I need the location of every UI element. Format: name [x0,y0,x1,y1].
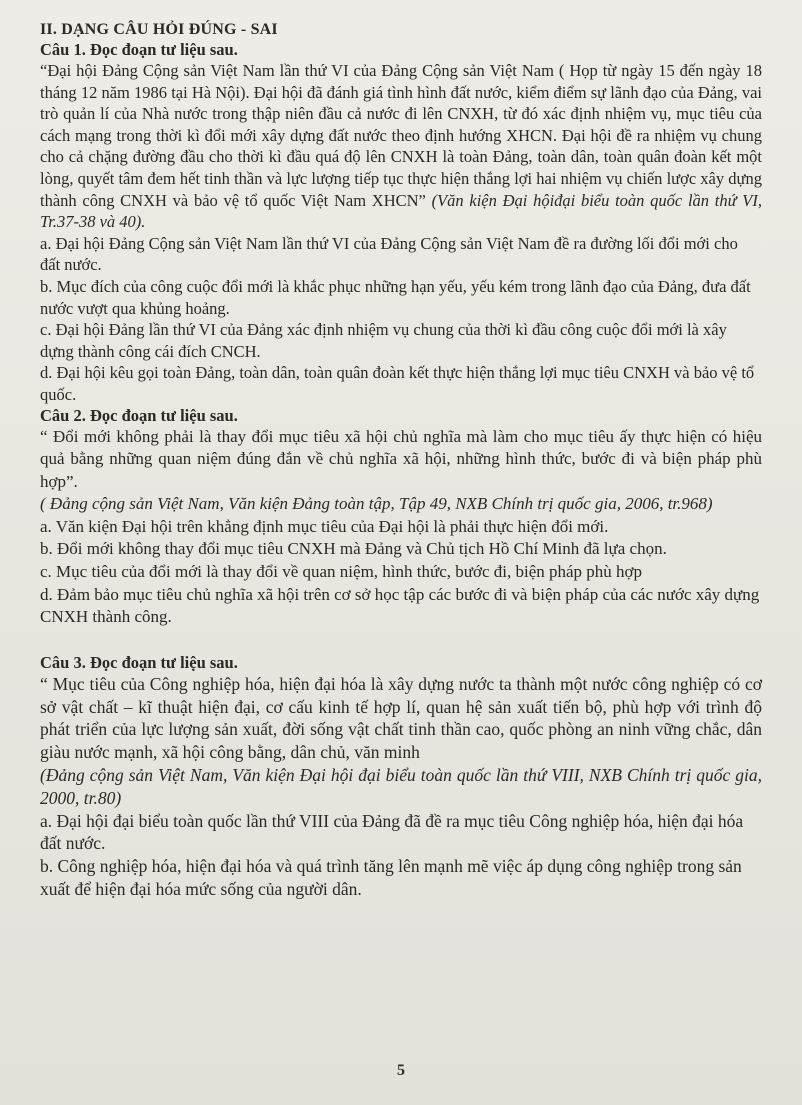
question-2-option-b: b. Đổi mới không thay đổi mục tiêu CNXH mà Đảng và Chủ tịch Hồ Chí Minh đã lựa chọn. [40,539,667,559]
question-1-option-d: d. Đại hội kêu gọi toàn Đảng, toàn dân, toàn quân đoàn kết thực hiện thắng lợi mục tiêu CNXH và bảo vệ tổ quốc. [40,363,755,404]
question-1-option-a: a. Đại hội Đảng Cộng sản Việt Nam lần thứ VI của Đảng Cộng sản Việt Nam đề ra đường lối đổi mới cho đất nước. [40,233,738,275]
page-number: 5 [397,1062,405,1079]
question-1-source: (Văn kiện Đại hộiđại biểu toàn quốc lần thứ VI, Tr.37-38 và 40). [40,190,763,232]
question-1-option-b: b. Mục đích của công cuộc đổi mới là khắc phục những hạn yếu, yếu kém trong lãnh đạo của Đảng, đưa đất nước vượt qua khủng hoảng. [40,276,751,318]
question-3-option-b: b. Công nghiệp hóa, hiện đại hóa và quá trình tăng lên mạnh mẽ việc áp dụng công nghiệp trong sản xuất để hiện đại hóa mức sống của người dân. [40,856,742,900]
question-1 [40,40,762,406]
question-3-option-a: a. Đại hội đại biểu toàn quốc lần thứ VIII của Đảng đã đề ra mục tiêu Công nghiệp hóa, hiện đại hóa đất nước. [40,810,744,854]
question-1-passage [40,60,762,233]
question-1-heading: Câu 1. Đọc đoạn tư liệu sau. [40,40,238,59]
question-1-passage-text: “Đại hội Đảng Cộng sản Việt Nam lần thứ VI của Đảng Cộng sản Việt Nam ( Họp từ ngày 15 đến ngày 18 tháng 12 năm 1986 tại Hà Nội). Đại hội đã đánh giá tình hình đất nước, kiểm điểm sự lãnh đạo của Đảng, vai trò quản lí của Nhà nước trong thập niên đầu cả nước đi lên CNXH, từ đó xác định nhiệm vụ, mục tiêu của cách mạng trong thời kì đổi mới xây dựng đất nước theo định hướng XHCN. Đại hội đề ra nhiệm vụ chung cho cả chặng đường đầu cho thời kì đầu quá độ lên CNXH là toàn Đảng, toàn dân, toàn quân đoàn kết một lòng, quyết tâm đem hết tinh thần và lực lượng tiếp tục thực hiện thắng lợi hai nhiệm vụ chiến lược xây dựng thành công CNXH và bảo vệ tổ quốc Việt Nam XHCN” [40,61,762,210]
section-title: II. DẠNG CÂU HỎI ĐÚNG - SAI [40,21,278,38]
question-3 [40,653,762,901]
question-2 [40,406,762,629]
question-2-source: ( Đảng cộng sản Việt Nam, Văn kiện Đảng toàn tập, Tập 49, NXB Chính trị quốc gia, 2006, tr.968) [40,494,713,514]
question-1-option-c: c. Đại hội Đảng lần thứ VI của Đảng xác định nhiệm vụ chung của thời kì đầu công cuộc đổi mới là xây dựng thành công cái đích CNCH. [40,320,727,361]
question-2-heading: Câu 2. Đọc đoạn tư liệu sau. [40,405,238,425]
question-3-heading: Câu 3. Đọc đoạn tư liệu sau. [40,652,238,672]
question-3-source: (Đảng cộng sản Việt Nam, Văn kiện Đại hội đại biểu toàn quốc lần thứ VIII, NXB Chính trị quốc gia, 2000, tr.80) [40,765,762,808]
question-2-option-d: d. Đảm bảo mục tiêu chủ nghĩa xã hội trên cơ sở học tập các bước đi và biện pháp của các nước xây dựng CNXH thành công. [40,584,760,627]
question-2-option-a: a. Văn kiện Đại hội trên khẳng định mục tiêu của Đại hội là phải thực hiện đổi mới. [40,516,609,536]
question-3-passage: “ Mục tiêu của Công nghiệp hóa, hiện đại hóa là xây dựng nước ta thành một nước công nghiệp có cơ sở vật chất – kĩ thuật hiện đại, cơ cấu kinh tế hợp lí, quan hệ sản xuất tiến bộ, phù hợp với trình độ phát triển của lực lượng sản xuất, đời sống vật chất tinh thần cao, quốc phòng an ninh vững chắc, dân giàu nước mạnh, xã hội công bằng, dân chủ, văn minh [40,673,762,763]
question-2-passage: “ Đổi mới không phải là thay đổi mục tiêu xã hội chủ nghĩa mà làm cho mục tiêu ấy thực hiện có hiệu quả bằng những quan niệm đúng đắn về chủ nghĩa xã hội, những hình thức, bước đi và biện pháp phù hợp”. [40,426,762,491]
question-2-option-c: c. Mục tiêu của đổi mới là thay đổi về quan niệm, hình thức, bước đi, biện pháp phù hợp [40,562,643,582]
